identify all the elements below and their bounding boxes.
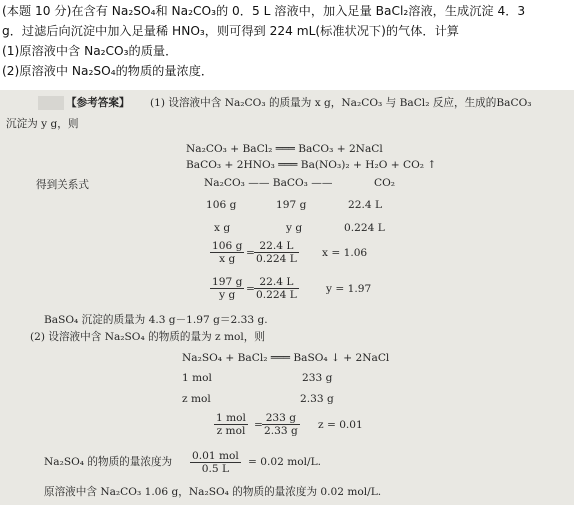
baso4-mass-line: BaSO₄ 沉淀的质量为 4.3 g－1.97 g＝2.33 g. xyxy=(44,314,268,326)
relation-species: Na₂CO₃ —— BaCO₃ —— xyxy=(204,177,333,189)
question-line-4: (2)原溶液中 Na₂SO₄的物质的量浓度． xyxy=(2,64,214,78)
fraction-1-den: x g xyxy=(219,253,236,265)
rel2-row1-a: 1 mol xyxy=(182,372,212,384)
answer-heading: 【参考答案】 xyxy=(66,97,130,109)
question-line-3: (1)原溶液中含 Na₂CO₃的质量． xyxy=(2,44,178,58)
concentration-prefix: Na₂SO₄ 的物质的量浓度为 xyxy=(44,456,173,468)
answer-intro-1: (1) 设溶液中含 Na₂CO₃ 的质量为 x g，Na₂CO₃ 与 BaCl₂ 反应，生成的BaCO₃ xyxy=(150,97,532,109)
concentration-den: 0.5 L xyxy=(201,463,230,475)
equation-3: Na₂SO₄ + BaCl₂ ═══ BaSO₄ ↓ + 2NaCl xyxy=(182,352,390,364)
answer-scan xyxy=(0,90,574,505)
rel2-row1-b: 233 g xyxy=(302,372,333,384)
fraction-3-result: z = 0.01 xyxy=(318,419,363,431)
rel-row1-b: 197 g xyxy=(276,199,307,211)
fraction-2-left xyxy=(210,276,244,301)
fraction-2-den2: 0.224 L xyxy=(256,289,297,301)
part-2-intro: (2) 设溶液中含 Na₂SO₄ 的物质的量为 z mol，则 xyxy=(30,331,265,343)
relation-label: 得到关系式 xyxy=(36,179,89,191)
fraction-1-right xyxy=(254,240,299,265)
redacted-block xyxy=(38,96,64,110)
relation-species-co2: CO₂ xyxy=(374,177,396,189)
fraction-3-num: 1 mol xyxy=(216,412,246,424)
fraction-3-den: z mol xyxy=(216,425,246,437)
fraction-3-num2: 233 g xyxy=(262,412,300,425)
rel2-row2-a: z mol xyxy=(182,393,211,405)
fraction-2-result: y = 1.97 xyxy=(326,283,372,295)
fraction-2-num: 197 g xyxy=(212,276,243,288)
fraction-1-den2: 0.224 L xyxy=(256,253,297,265)
concentration-fraction xyxy=(190,450,241,475)
fraction-1-result: x = 1.06 xyxy=(322,247,368,259)
fraction-1-num2: 22.4 L xyxy=(254,240,299,253)
rel-row2-c: 0.224 L xyxy=(344,222,385,234)
fraction-1-equals: = xyxy=(246,247,255,259)
equation-1: Na₂CO₃ + BaCl₂ ═══ BaCO₃ + 2NaCl xyxy=(186,143,383,155)
concentration-result: = 0.02 mol/L. xyxy=(248,456,321,468)
rel-row2-b: y g xyxy=(286,222,303,234)
rel2-row2-b: 2.33 g xyxy=(300,393,334,405)
fraction-3-equals: = xyxy=(254,419,263,431)
conclusion-line: 原溶液中含 Na₂CO₃ 1.06 g，Na₂SO₄ 的物质的量浓度为 0.02 mol/L. xyxy=(44,486,382,498)
fraction-2-right xyxy=(254,276,299,301)
rel-row1-a: 106 g xyxy=(206,199,237,211)
fraction-2-equals: = xyxy=(246,283,255,295)
equation-2: BaCO₃ + 2HNO₃ ═══ Ba(NO₃)₂ + H₂O + CO₂ ↑ xyxy=(186,159,437,171)
fraction-3-den2: 2.33 g xyxy=(264,425,298,437)
fraction-3-right xyxy=(262,412,300,437)
rel-row1-c: 22.4 L xyxy=(348,199,382,211)
question-line-2: g．过滤后向沉淀中加入足量稀 HNO₃，则可得到 224 mL(标准状况下)的气体．计算 xyxy=(2,24,459,38)
fraction-1-num: 106 g xyxy=(212,240,243,252)
question-line-1: (本题 10 分)在含有 Na₂SO₄和 Na₂CO₃的 0．5 L 溶液中，加入足量 BaCl₂溶液，生成沉淀 4．3 xyxy=(2,4,526,18)
fraction-1-left xyxy=(210,240,244,265)
answer-intro-2: 沉淀为 y g，则 xyxy=(6,118,79,130)
rel-row2-a: x g xyxy=(214,222,231,234)
fraction-2-den: y g xyxy=(219,289,236,301)
fraction-3-left xyxy=(214,412,248,437)
fraction-2-num2: 22.4 L xyxy=(254,276,299,289)
concentration-num: 0.01 mol xyxy=(192,450,239,462)
